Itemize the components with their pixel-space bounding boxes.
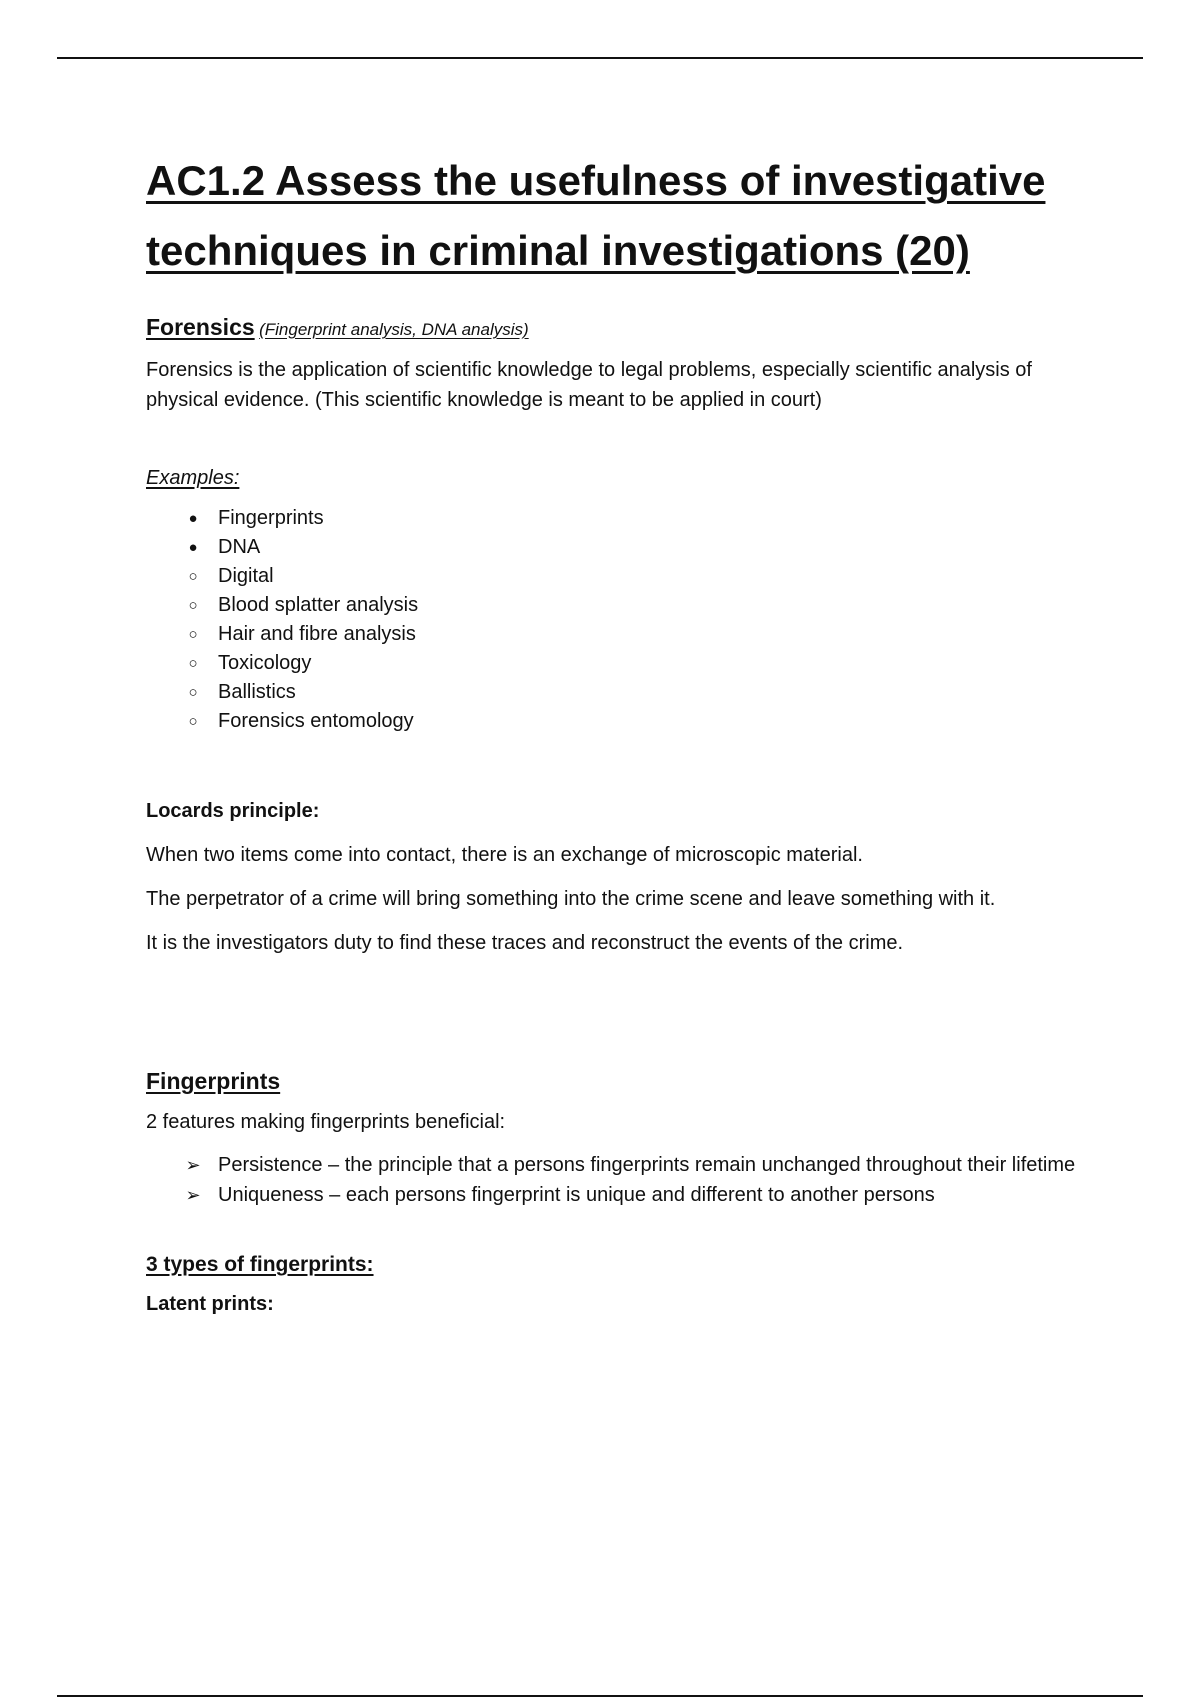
document-title: AC1.2 Assess the usefulness of investigative techniques in criminal investigations (20) [146, 157, 1046, 274]
types-heading-row [146, 1253, 1076, 1277]
forensics-heading: Forensics [146, 314, 255, 340]
fingerprints-intro: 2 features making fingerprints beneficial: [146, 1111, 506, 1133]
locard-paragraph: The perpetrator of a crime will bring something into the crime scene and leave something with it. [146, 888, 996, 910]
examples-label: Examples: [146, 467, 240, 489]
arrow-bullet-icon: ➢ [185, 1185, 201, 1205]
document-body [146, 146, 1076, 1319]
list-item: ○ Digital [146, 562, 1076, 591]
list-item: ➢ Persistence – the principle that a persons fingerprints remain unchanged throughout their lifetime [146, 1151, 1076, 1179]
bullet-icon: ● [188, 539, 198, 556]
forensics-heading-row [146, 314, 1076, 341]
list-item: ○ Blood splatter analysis [146, 591, 1076, 620]
hollow-bullet-icon: ○ [188, 655, 198, 672]
top-rule [57, 57, 1143, 59]
locard-heading: Locards principle: [146, 800, 320, 822]
locard-paragraph: When two items come into contact, there is an exchange of microscopic material. [146, 844, 863, 866]
list-item: ➢ Uniqueness – each persons fingerprint is unique and different to another persons [146, 1181, 1076, 1209]
hollow-bullet-icon: ○ [188, 626, 198, 643]
fingerprints-heading-row [146, 1068, 1076, 1095]
features-list [146, 1151, 1076, 1209]
arrow-bullet-icon: ➢ [185, 1155, 201, 1175]
latent-prints-label: Latent prints: [146, 1293, 274, 1315]
list-item: ● Fingerprints [146, 504, 1076, 533]
list-item: ○ Toxicology [146, 649, 1076, 678]
hollow-bullet-icon: ○ [188, 597, 198, 614]
fingerprint-types-heading: 3 types of fingerprints: [146, 1253, 374, 1276]
bullet-icon: ● [188, 510, 198, 527]
list-item: ● DNA [146, 533, 1076, 562]
locard-paragraph: It is the investigators duty to find these traces and reconstruct the events of the crime. [146, 932, 904, 954]
hollow-bullet-icon: ○ [188, 684, 198, 701]
forensics-heading-note: (Fingerprint analysis, DNA analysis) [259, 320, 529, 339]
hollow-bullet-icon: ○ [188, 568, 198, 585]
examples-list [146, 504, 1076, 736]
fingerprints-heading: Fingerprints [146, 1068, 281, 1094]
forensics-definition: Forensics is the application of scientific knowledge to legal problems, especially scientific analysis of physical evidence. (This scientific knowledge is meant to be applied in court) [146, 359, 1032, 411]
list-item: ○ Forensics entomology [146, 707, 1076, 736]
list-item: ○ Ballistics [146, 678, 1076, 707]
hollow-bullet-icon: ○ [188, 713, 198, 730]
bottom-rule [57, 1695, 1143, 1697]
list-item: ○ Hair and fibre analysis [146, 620, 1076, 649]
